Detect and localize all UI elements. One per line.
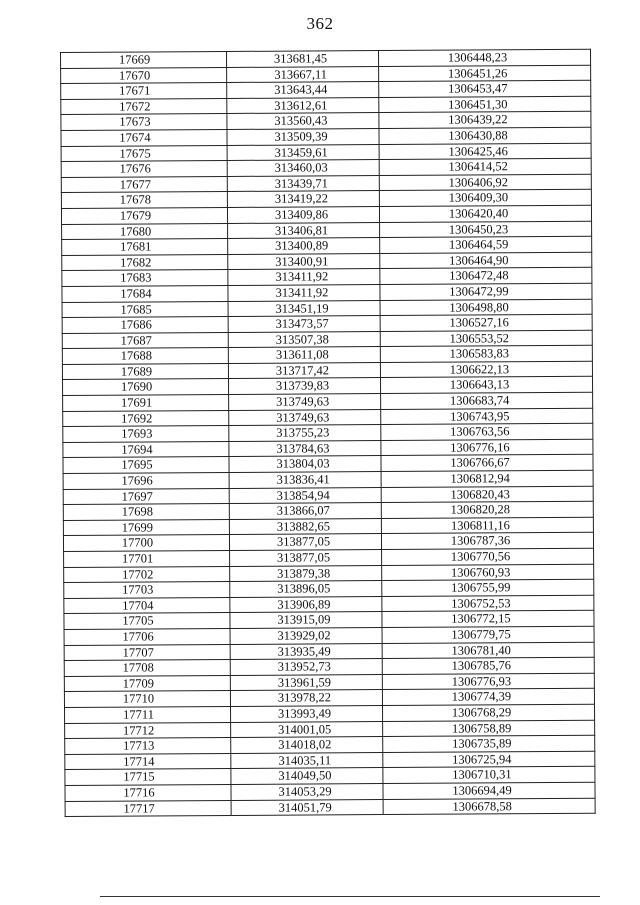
x-coordinate-cell: 313929,02	[230, 628, 382, 645]
x-coordinate-cell: 313507,38	[228, 331, 380, 348]
y-coordinate-cell: 1306768,29	[382, 704, 594, 721]
point-number-cell: 17681	[62, 239, 228, 256]
x-coordinate-cell: 313915,09	[230, 612, 382, 629]
point-number-cell: 17677	[61, 176, 227, 193]
y-coordinate-cell: 1306694,49	[383, 782, 595, 799]
point-number-cell: 17710	[64, 691, 230, 708]
y-coordinate-cell: 1306811,16	[381, 517, 593, 534]
point-number-cell: 17676	[61, 161, 227, 178]
y-coordinate-cell: 1306425,46	[379, 143, 591, 160]
x-coordinate-cell: 313667,11	[227, 66, 379, 83]
x-coordinate-cell: 314049,50	[231, 768, 383, 785]
x-coordinate-cell: 313717,42	[228, 362, 380, 379]
point-number-cell: 17712	[65, 722, 231, 739]
y-coordinate-cell: 1306439,22	[379, 112, 591, 129]
x-coordinate-cell: 313460,03	[227, 160, 379, 177]
y-coordinate-cell: 1306776,93	[382, 673, 594, 690]
point-number-cell: 17694	[63, 441, 229, 458]
point-number-cell: 17717	[65, 800, 231, 817]
y-coordinate-cell: 1306772,15	[382, 611, 594, 628]
point-number-cell: 17711	[65, 706, 231, 723]
x-coordinate-cell: 313749,63	[229, 394, 381, 411]
y-coordinate-cell: 1306472,99	[380, 283, 592, 300]
point-number-cell: 17683	[62, 270, 228, 287]
point-number-cell: 17687	[62, 332, 228, 349]
point-number-cell: 17713	[65, 738, 231, 755]
x-coordinate-cell: 313473,57	[228, 316, 380, 333]
x-coordinate-cell: 313993,49	[231, 705, 383, 722]
point-number-cell: 17698	[63, 504, 229, 521]
y-coordinate-cell: 1306760,93	[382, 564, 594, 581]
y-coordinate-cell: 1306710,31	[383, 767, 595, 784]
point-number-cell: 17699	[63, 519, 229, 536]
x-coordinate-cell: 313439,71	[227, 175, 379, 192]
x-coordinate-cell: 313882,65	[229, 518, 381, 535]
x-coordinate-cell: 313406,81	[228, 222, 380, 239]
point-number-cell: 17703	[64, 582, 230, 599]
point-number-cell: 17714	[65, 753, 231, 770]
point-number-cell: 17708	[64, 660, 230, 677]
y-coordinate-cell: 1306779,75	[382, 626, 594, 643]
x-coordinate-cell: 313978,22	[230, 690, 382, 707]
y-coordinate-cell: 1306770,56	[382, 548, 594, 565]
x-coordinate-cell: 313952,73	[230, 659, 382, 676]
x-coordinate-cell: 313459,61	[227, 144, 379, 161]
point-number-cell: 17678	[61, 192, 227, 209]
point-number-cell: 17685	[62, 301, 228, 318]
x-coordinate-cell: 313836,41	[229, 472, 381, 489]
y-coordinate-cell: 1306464,90	[380, 252, 592, 269]
y-coordinate-cell: 1306498,80	[380, 299, 592, 316]
coordinates-table-wrapper	[60, 49, 595, 817]
y-coordinate-cell: 1306743,95	[381, 408, 593, 425]
y-coordinate-cell: 1306763,56	[381, 424, 593, 441]
x-coordinate-cell: 313400,91	[228, 253, 380, 270]
point-number-cell: 17684	[62, 285, 228, 302]
y-coordinate-cell: 1306409,30	[379, 190, 591, 207]
y-coordinate-cell: 1306451,30	[379, 96, 591, 113]
point-number-cell: 17669	[61, 51, 227, 68]
x-coordinate-cell: 313961,59	[230, 674, 382, 691]
x-coordinate-cell: 313749,63	[229, 409, 381, 426]
point-number-cell: 17689	[62, 363, 228, 380]
x-coordinate-cell: 313784,63	[229, 440, 381, 457]
point-number-cell: 17690	[63, 379, 229, 396]
x-coordinate-cell: 313896,05	[230, 581, 382, 598]
page-number: 362	[306, 14, 334, 33]
point-number-cell: 17716	[65, 784, 231, 801]
y-coordinate-cell: 1306643,13	[380, 377, 592, 394]
point-number-cell: 17674	[61, 129, 227, 146]
point-number-cell: 17675	[61, 145, 227, 162]
coordinates-table	[60, 49, 596, 817]
y-coordinate-cell: 1306725,94	[383, 751, 595, 768]
x-coordinate-cell: 313560,43	[227, 113, 379, 130]
y-coordinate-cell: 1306583,83	[380, 346, 592, 363]
x-coordinate-cell: 313419,22	[227, 191, 379, 208]
point-number-cell: 17706	[64, 628, 230, 645]
point-number-cell: 17705	[64, 613, 230, 630]
point-number-cell: 17688	[62, 348, 228, 365]
x-coordinate-cell: 313611,08	[228, 347, 380, 364]
y-coordinate-cell: 1306785,76	[382, 657, 594, 674]
x-coordinate-cell: 313612,61	[227, 97, 379, 114]
y-coordinate-cell: 1306450,23	[380, 221, 592, 238]
x-coordinate-cell: 313906,89	[230, 596, 382, 613]
point-number-cell: 17715	[65, 769, 231, 786]
point-number-cell: 17672	[61, 98, 227, 115]
x-coordinate-cell: 313451,19	[228, 300, 380, 317]
point-number-cell: 17680	[62, 223, 228, 240]
x-coordinate-cell: 313879,38	[230, 565, 382, 582]
point-number-cell: 17702	[64, 566, 230, 583]
y-coordinate-cell: 1306758,89	[383, 720, 595, 737]
x-coordinate-cell: 313854,94	[229, 487, 381, 504]
y-coordinate-cell: 1306430,88	[379, 127, 591, 144]
y-coordinate-cell: 1306453,47	[379, 80, 591, 97]
point-number-cell: 17686	[62, 317, 228, 334]
x-coordinate-cell: 313681,45	[226, 51, 378, 68]
y-coordinate-cell: 1306755,99	[382, 579, 594, 596]
x-coordinate-cell: 313877,05	[230, 550, 382, 567]
x-coordinate-cell: 314001,05	[231, 721, 383, 738]
point-number-cell: 17679	[61, 207, 227, 224]
y-coordinate-cell: 1306752,53	[382, 595, 594, 612]
y-coordinate-cell: 1306820,28	[381, 501, 593, 518]
table-row	[65, 798, 595, 817]
point-number-cell: 17693	[63, 426, 229, 443]
x-coordinate-cell: 313804,03	[229, 456, 381, 473]
bottom-rule	[100, 896, 600, 897]
x-coordinate-cell: 314051,79	[231, 799, 383, 816]
y-coordinate-cell: 1306406,92	[379, 174, 591, 191]
point-number-cell: 17673	[61, 114, 227, 131]
y-coordinate-cell: 1306414,52	[379, 158, 591, 175]
x-coordinate-cell: 313509,39	[227, 129, 379, 146]
x-coordinate-cell: 314035,11	[231, 752, 383, 769]
point-number-cell: 17670	[61, 67, 227, 84]
y-coordinate-cell: 1306781,40	[382, 642, 594, 659]
x-coordinate-cell: 314018,02	[231, 737, 383, 754]
point-number-cell: 17701	[64, 550, 230, 567]
y-coordinate-cell: 1306683,74	[381, 392, 593, 409]
y-coordinate-cell: 1306774,39	[382, 689, 594, 706]
y-coordinate-cell: 1306820,43	[381, 486, 593, 503]
x-coordinate-cell: 313409,86	[227, 206, 379, 223]
y-coordinate-cell: 1306420,40	[379, 205, 591, 222]
y-coordinate-cell: 1306451,26	[379, 65, 591, 82]
x-coordinate-cell: 313877,05	[229, 534, 381, 551]
point-number-cell: 17707	[64, 644, 230, 661]
y-coordinate-cell: 1306553,52	[380, 330, 592, 347]
point-number-cell: 17697	[63, 488, 229, 505]
y-coordinate-cell: 1306812,94	[381, 470, 593, 487]
x-coordinate-cell: 313400,89	[228, 238, 380, 255]
y-coordinate-cell: 1306678,58	[383, 798, 595, 815]
point-number-cell: 17671	[61, 83, 227, 100]
y-coordinate-cell: 1306472,48	[380, 268, 592, 285]
x-coordinate-cell: 313411,92	[228, 284, 380, 301]
point-number-cell: 17691	[63, 395, 229, 412]
point-number-cell: 17695	[63, 457, 229, 474]
coordinates-table-body	[61, 49, 596, 816]
point-number-cell: 17709	[64, 675, 230, 692]
point-number-cell: 17682	[62, 254, 228, 271]
x-coordinate-cell: 313643,44	[227, 82, 379, 99]
y-coordinate-cell: 1306766,67	[381, 455, 593, 472]
y-coordinate-cell: 1306464,59	[380, 236, 592, 253]
x-coordinate-cell: 313411,92	[228, 269, 380, 286]
y-coordinate-cell: 1306735,89	[383, 735, 595, 752]
point-number-cell: 17704	[64, 597, 230, 614]
point-number-cell: 17696	[63, 473, 229, 490]
y-coordinate-cell: 1306527,16	[380, 314, 592, 331]
x-coordinate-cell: 313935,49	[230, 643, 382, 660]
y-coordinate-cell: 1306448,23	[378, 49, 590, 66]
x-coordinate-cell: 313755,23	[229, 425, 381, 442]
x-coordinate-cell: 313739,83	[229, 378, 381, 395]
x-coordinate-cell: 314053,29	[231, 783, 383, 800]
y-coordinate-cell: 1306776,16	[381, 439, 593, 456]
y-coordinate-cell: 1306622,13	[380, 361, 592, 378]
y-coordinate-cell: 1306787,36	[381, 533, 593, 550]
point-number-cell: 17700	[63, 535, 229, 552]
point-number-cell: 17692	[63, 410, 229, 427]
x-coordinate-cell: 313866,07	[229, 503, 381, 520]
